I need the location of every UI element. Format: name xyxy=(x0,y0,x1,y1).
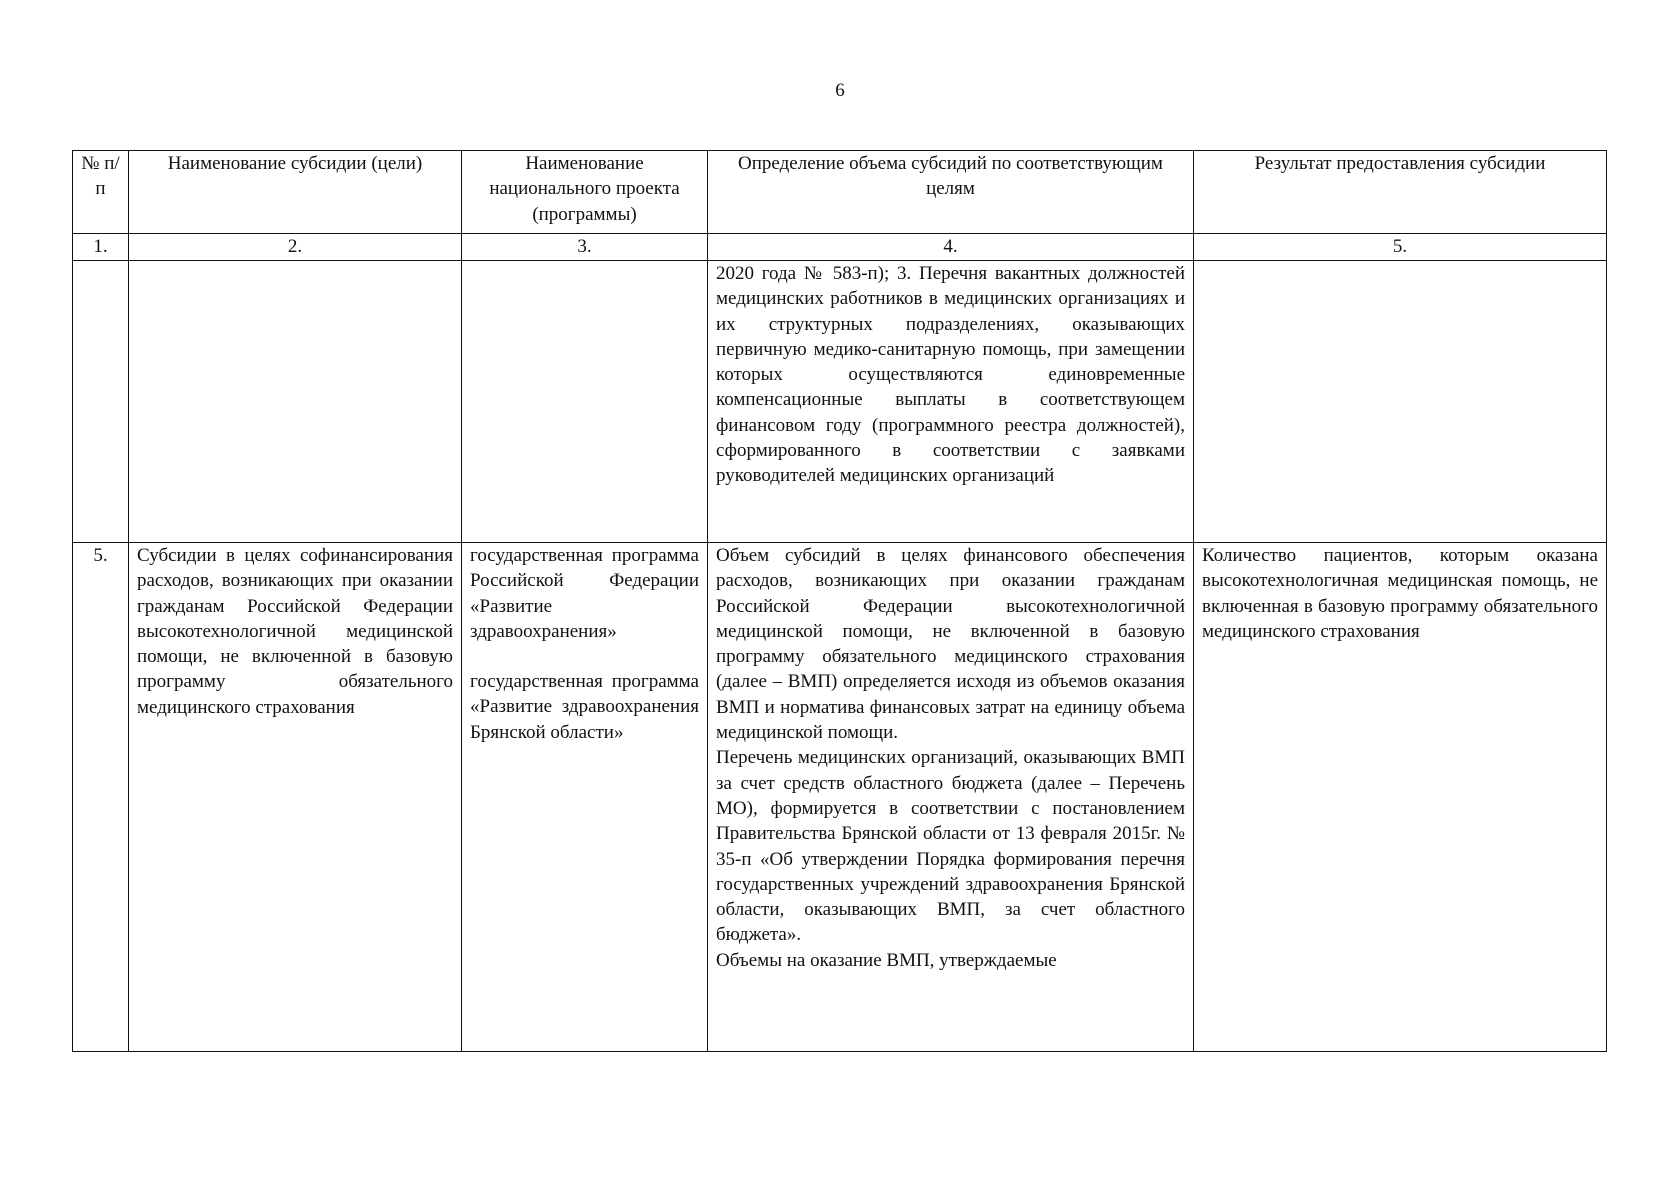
cell-row-number: 5. xyxy=(73,543,129,1052)
cell-subsidy-name: Субсидии в целях софинансирования расходов, возникающих при оказании гражданам Российской Федерации высокотехнологичной медицинской помощи, не включенной в базовую программу обязательного медицинского страхования xyxy=(129,543,462,1052)
header-number: № п/п xyxy=(73,151,129,234)
column-number: 2. xyxy=(129,234,462,261)
column-number-row xyxy=(73,234,1607,261)
subsidy-table xyxy=(72,150,1607,1052)
column-number: 4. xyxy=(708,234,1194,261)
definition-paragraph: Перечень медицинских организаций, оказывающих ВМП за счет средств областного бюджета (далее – Перечень МО), формируется в соответствии с постановлением Правительства Брянской области от 13 февраля 2015г. № 35-п «Об утверждении Порядка формирования перечня государственных учреждений здравоохранения Брянской области, оказывающих ВМП, за счет областного бюджета». xyxy=(716,747,1185,946)
header-subsidy-name: Наименование субсидии (цели) xyxy=(129,151,462,234)
column-number: 1. xyxy=(73,234,129,261)
column-number: 3. xyxy=(462,234,708,261)
cell-empty xyxy=(462,261,708,543)
definition-paragraph: Объемы на оказание ВМП, утверждаемые xyxy=(716,949,1057,971)
program-federal: государственная программа Российской Федерации «Развитие здравоохранения» xyxy=(470,545,699,642)
program-regional: государственная программа «Развитие здравоохранения Брянской области» xyxy=(470,671,699,743)
cell-continuation-text: 2020 года № 583-п); 3. Перечня вакантных должностей медицинских работников в медицинских организациях и их структурных подразделениях, оказывающих первичную медико-санитарную помощь, при замещении которых осуществляются единовременные компенсационные выплаты в соответствующем финансовом году (программного реестра должностей), сформированного в соответствии с заявками руководителей медицинских организаций xyxy=(708,261,1194,543)
cell-empty xyxy=(73,261,129,543)
table-header-row xyxy=(73,151,1607,234)
cell-empty xyxy=(1194,261,1607,543)
column-number: 5. xyxy=(1194,234,1607,261)
cell-programs xyxy=(462,543,708,1052)
cell-volume-definition xyxy=(708,543,1194,1052)
header-result: Результат предоставления субсидии xyxy=(1194,151,1607,234)
table-row-continuation xyxy=(73,261,1607,543)
page-number: 6 xyxy=(835,80,845,101)
cell-result: Количество пациентов, которым оказана высокотехнологичная медицинская помощь, не включенная в базовую программу обязательного медицинского страхования xyxy=(1194,543,1607,1052)
cell-empty xyxy=(129,261,462,543)
header-national-project: Наименование национального проекта (программы) xyxy=(462,151,708,234)
header-volume-definition: Определение объема субсидий по соответствующим целям xyxy=(708,151,1194,234)
table-row-5 xyxy=(73,543,1607,1052)
definition-paragraph: Объем субсидий в целях финансового обеспечения расходов, возникающих при оказании гражданам Российской Федерации высокотехнологичной медицинской помощи, не включенной в базовую программу обязательного медицинского страхования (далее – ВМП) определяется исходя из объемов оказания ВМП и норматива финансовых затрат на единицу объема медицинской помощи. xyxy=(716,545,1185,744)
